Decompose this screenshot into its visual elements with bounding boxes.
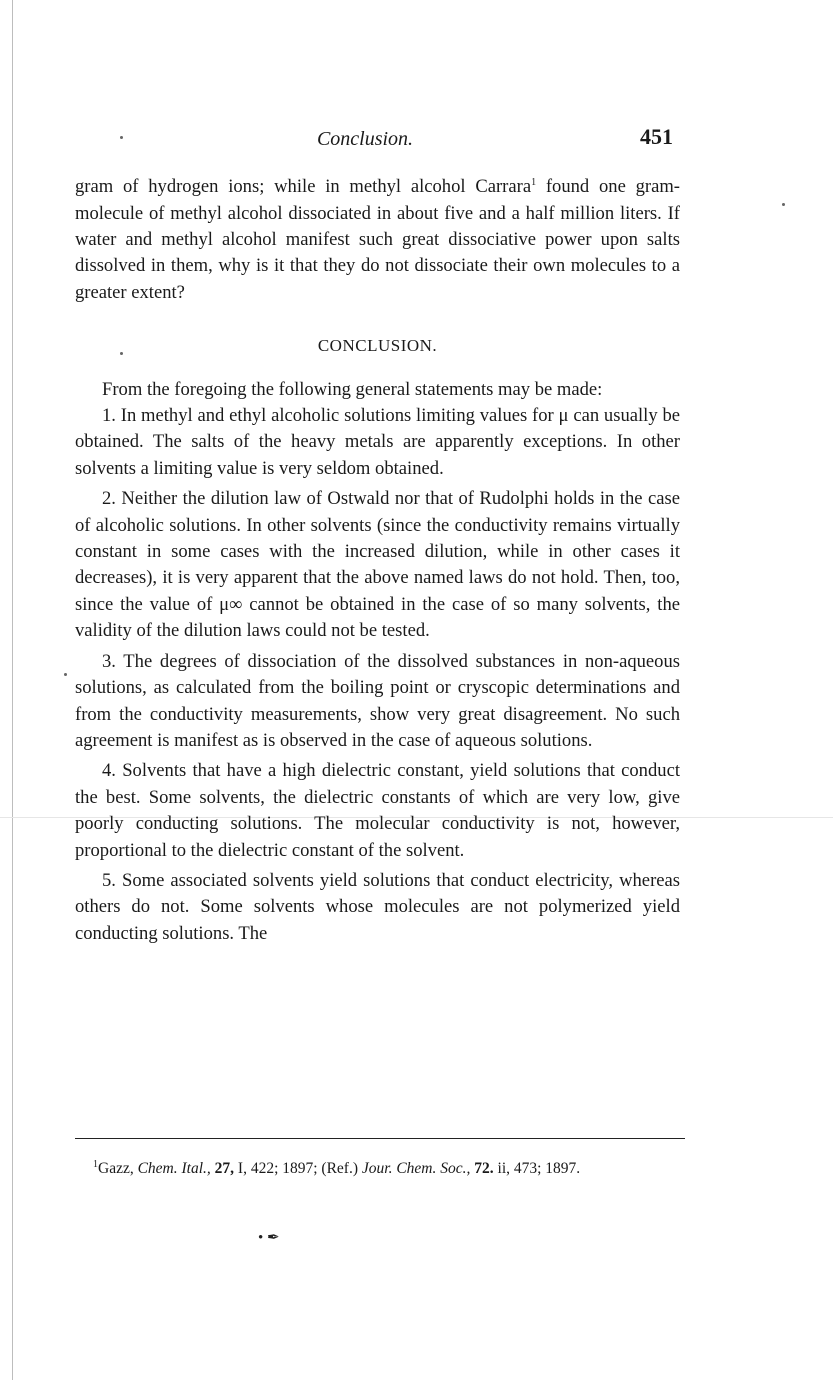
conclusion-item-4: 4. Solvents that have a high dielectric constant, yield solutions that conduct the best. Some solvents, the dielectric constants of which are very low, give poorly conducting solutions. The molecular conductivity is not, however, proportional to the dielectric constant of the solvent. bbox=[75, 760, 680, 861]
running-head: Conclusion. bbox=[316, 128, 414, 150]
page-number: 451 bbox=[640, 124, 673, 149]
intro-text-part2: found one gram-molecule of methyl alcohol dissociated in about five and a half million liters. If water and methyl alcohol manifest such great dissociative power upon salts dissolved in them, why is it that they do not dissociate their own molecules to a greater extent? bbox=[75, 176, 680, 303]
footnote-details1: I, 422; 1897; (Ref.) bbox=[237, 1160, 359, 1178]
conclusion-item-1: 1. In methyl and ethyl alcoholic solutions limiting values for μ can usually be obtained. The salts of the heavy metals are apparently exceptions. In other solvents a limiting value is very seldom obtained. bbox=[75, 405, 680, 479]
footnote-journal2: Jour. Chem. Soc., bbox=[361, 1160, 471, 1178]
footnote-details2: ii, 473; 1897. bbox=[497, 1160, 581, 1178]
conclusion-item-3: 3. The degrees of dissociation of the dissolved substances in non-aqueous solutions, as calculated from the boiling point or cryscopic determinations and from the conductivity measurements, show very great disagreement. No such agreement is manifest as is observed in the case of aqueous solutions. bbox=[75, 650, 680, 751]
page-header bbox=[75, 124, 685, 164]
scan-speck bbox=[64, 673, 67, 676]
footnote-ref: 1 bbox=[531, 177, 537, 188]
footnote-divider bbox=[75, 1138, 685, 1139]
conclusion-item-5: 5. Some associated solvents yield solutions that conduct electricity, whereas others do not. Some solvents whose molecules are not polymerized yield conducting solutions. The bbox=[75, 869, 680, 944]
intro-paragraph bbox=[75, 170, 680, 306]
footnote-volume1: 27, bbox=[214, 1160, 235, 1178]
scan-speck bbox=[782, 203, 785, 206]
section-heading: CONCLUSION. bbox=[317, 336, 438, 356]
footnote-marker: 1 bbox=[93, 1159, 98, 1170]
footnote bbox=[75, 1152, 685, 1181]
section-lead: From the foregoing the following general statements may be made: bbox=[102, 378, 603, 400]
footnote-journal1: Chem. Ital., bbox=[137, 1160, 211, 1178]
body-text bbox=[75, 170, 680, 951]
conclusion-item-2: 2. Neither the dilution law of Ostwald nor that of Rudolphi holds in the case of alcoholic solutions. In other solvents (since the conductivity remains virtually constant in some cases with the increased dilution, while in other cases it decreases), it is very apparent that the above named laws do not hold. Then, too, since the value of μ∞ cannot be obtained in the case of so many solvents, the validity of the dilution laws could not be tested. bbox=[75, 488, 680, 642]
footnote-text bbox=[75, 1152, 685, 1181]
footnote-volume2: 72. bbox=[474, 1160, 494, 1178]
page-edge-line bbox=[12, 0, 13, 1380]
stray-ink-mark: • ✒ bbox=[258, 1230, 280, 1246]
intro-text-part1: gram of hydrogen ions; while in methyl alcohol Carrara bbox=[75, 176, 532, 198]
footnote-source1: Gazz, bbox=[98, 1160, 134, 1178]
